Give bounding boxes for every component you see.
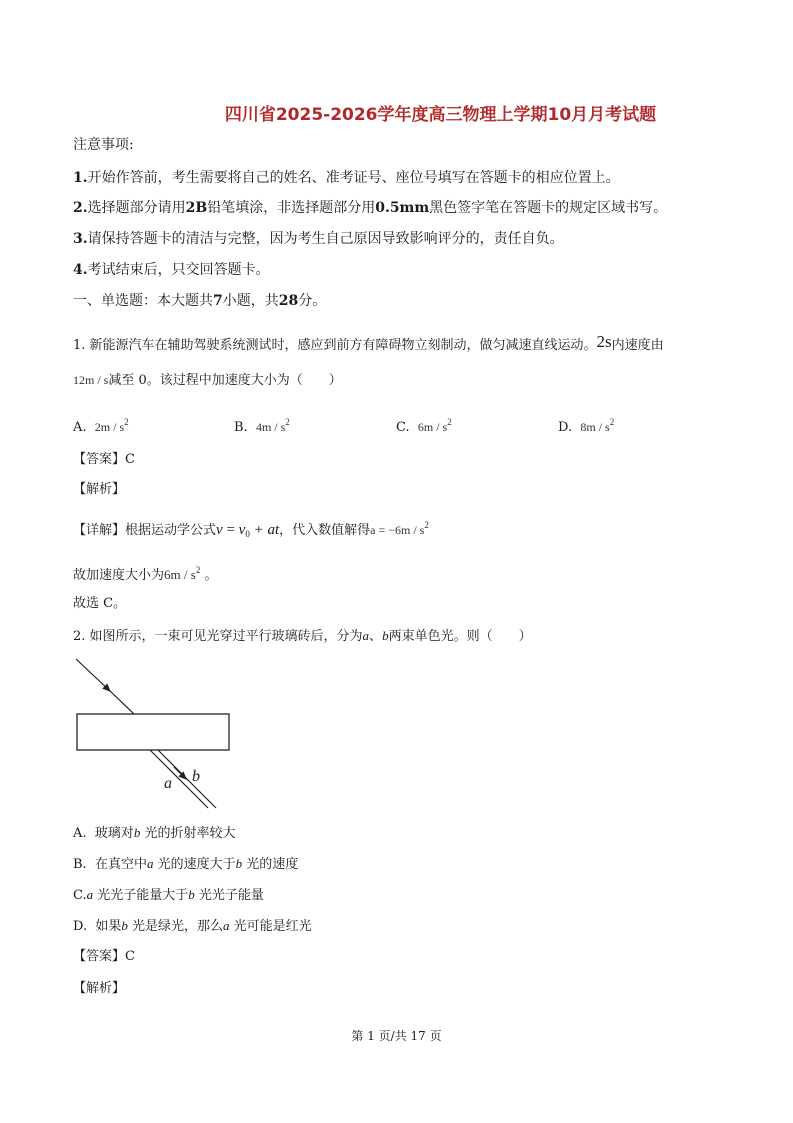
q1-option-b-label: B. [234,420,248,435]
q1-formula-v0-sub: 0 [245,529,250,539]
q1-result: a = −6m / s [370,523,425,537]
q1-option-c-exp: 2 [447,417,452,427]
q1-conclusion-val: 6m / s [164,567,196,582]
q2-option-d-post: 光可能是红光 [233,919,312,934]
q1-speed: 12m / s [73,373,109,387]
q1-stem-line2 [73,371,342,390]
q2-option-c-var2: b [188,887,195,902]
section-heading [73,292,326,310]
q2-option-c[interactable] [73,886,264,905]
q1-option-b-exp: 2 [285,417,290,427]
q1-option-d[interactable] [558,413,614,437]
q1-result-exp: 2 [424,520,429,530]
notice-item-3-num: 3. [73,231,88,247]
notice-item-4-text: 考试结束后，只交回答题卡。 [87,262,270,278]
q1-option-a-label: A. [73,420,87,435]
q2-option-d-var2: a [223,918,230,933]
notice-item-2 [73,199,667,217]
q1-stem-line1 [73,333,664,355]
notice-heading: 注意事项: [73,137,134,153]
notice-item-1-text: 开始作答前，考生需要将自己的姓名、准考证号、座位号填写在答题卡的相应位置上。 [87,170,620,186]
q2-option-c-mid: 光光子能量大于 [97,888,189,903]
q2-stem-b: b [382,628,389,643]
q1-option-a-value: 2m / s [94,420,125,434]
page-title: 四川省2025-2026学年度高三物理上学期10月月考试题 [224,105,657,125]
page-footer: 第 1 页/共 17 页 [351,1029,442,1043]
ray-arrow [174,767,186,779]
q1-conclusion-b: 。 [204,568,218,583]
q2-option-d-var: b [121,918,128,933]
notice-item-2-bold-a: 2B [185,200,208,216]
q2-option-a-pre: 玻璃对 [94,826,134,841]
notice-item-3 [73,230,564,248]
q2-option-d-mid: 光是绿光，那么 [132,919,224,934]
q2-stem [73,627,532,646]
q1-answer: 【答案】C [73,452,135,467]
q1-stem-b: 内速度由 [611,338,664,353]
q1-option-b[interactable] [234,413,290,437]
q2-stem-end: 两束单色光。则（ ） [388,629,532,644]
notice-item-4-num: 4. [73,262,88,278]
q2-answer: 【答案】C [73,949,135,964]
notice-item-2-text-b: 铅笔填涂，非选择题部分用 [207,200,376,216]
q1-detail-a: 【详解】根据运动学公式 [73,523,217,538]
q1-stem-c: 减至 0。该过程中加速度大小为（ ） [108,373,342,388]
q2-option-b-pre: 在真空中 [94,857,147,872]
glass-slab-diagram [70,655,250,815]
notice-item-2-text-a: 选择题部分请用 [87,200,186,216]
q2-option-d[interactable] [73,917,312,936]
q1-detail [73,516,429,543]
q1-option-d-value: 8m / s [580,420,610,434]
q1-option-c-label: C. [396,420,410,435]
q2-stem-text: 2. 如图所示，一束可见光穿过平行玻璃砖后，分为 [73,629,363,644]
q1-conclusion [73,561,217,585]
notice-item-2-num: 2. [73,200,88,216]
q2-stem-sep: 、 [369,629,383,644]
q2-analysis: 【解析】 [73,981,126,996]
q1-option-c-value: 6m / s [417,420,448,434]
section-count: 7 [213,293,223,309]
q2-option-a-label: A. [73,826,87,841]
q2-option-b-var: a [146,856,154,871]
notice-item-1-num: 1. [73,170,88,186]
section-score: 28 [278,293,299,309]
q1-option-d-label: D. [558,420,573,435]
notice-item-3-text: 请保持答题卡的清洁与完整，因为考生自己原因导致影响评分的，责任自负。 [87,231,564,247]
notice-item-2-bold-b: 0.5mm [375,200,430,216]
q1-option-d-exp: 2 [609,417,615,427]
q2-option-c-post: 光光子能量 [198,888,264,903]
incident-ray [108,689,134,714]
section-text-b: 小题，共 [222,293,279,309]
q2-option-a-var: b [133,825,141,840]
q1-formula-v0: v [238,522,246,538]
notice-item-2-text-c: 黑色签字笔在答题卡的规定区域书写。 [429,200,668,216]
q1-detail-b: ，代入数值解得 [279,523,371,538]
q2-option-b-mid: 光的速度大于 [157,857,236,872]
label-b: b [192,768,200,785]
q2-option-b-post: 光的速度 [246,857,299,872]
q2-option-a[interactable] [73,824,235,843]
q1-analysis: 【解析】 [73,482,126,497]
q1-conclusion-a: 故加速度大小为 [73,568,165,583]
q1-option-a-exp: 2 [124,417,129,427]
q2-option-d-pre: 如果 [95,919,122,934]
glass-slab [77,714,229,750]
notice-item-1 [73,169,620,187]
notice-item-4 [73,261,270,279]
q2-option-b-var2: b [235,856,243,871]
q2-option-d-label: D. [73,919,88,934]
q1-option-a[interactable] [73,413,129,437]
q1-choose: 故选 C。 [73,596,127,611]
q1-conclusion-exp: 2 [195,565,201,575]
section-text-a: 一、单选题：本大题共 [73,293,213,309]
q2-option-a-post: 光的折射率较大 [144,826,236,841]
incident-ray-arrow [76,659,110,691]
q1-option-b-value: 4m / s [255,420,286,434]
q1-formula-rest: + at [249,522,280,538]
q2-stem-a: a [362,628,370,643]
q1-stem-a: 1. 新能源汽车在辅助驾驶系统测试时，感应到前方有障碍物立刻制动，做匀减速直线运动。 [73,338,597,353]
q2-option-b-label: B. [73,857,87,872]
label-a: a [164,775,172,792]
q1-time: 2s [596,332,612,351]
q1-formula-v: v [216,522,223,538]
q1-formula-eq: = [222,522,239,538]
q2-option-c-var: a [86,887,94,902]
q1-option-c[interactable] [396,413,452,437]
section-text-c: 分。 [298,293,327,309]
q2-option-c-label: C. [73,888,87,903]
q2-option-b[interactable] [73,855,298,874]
